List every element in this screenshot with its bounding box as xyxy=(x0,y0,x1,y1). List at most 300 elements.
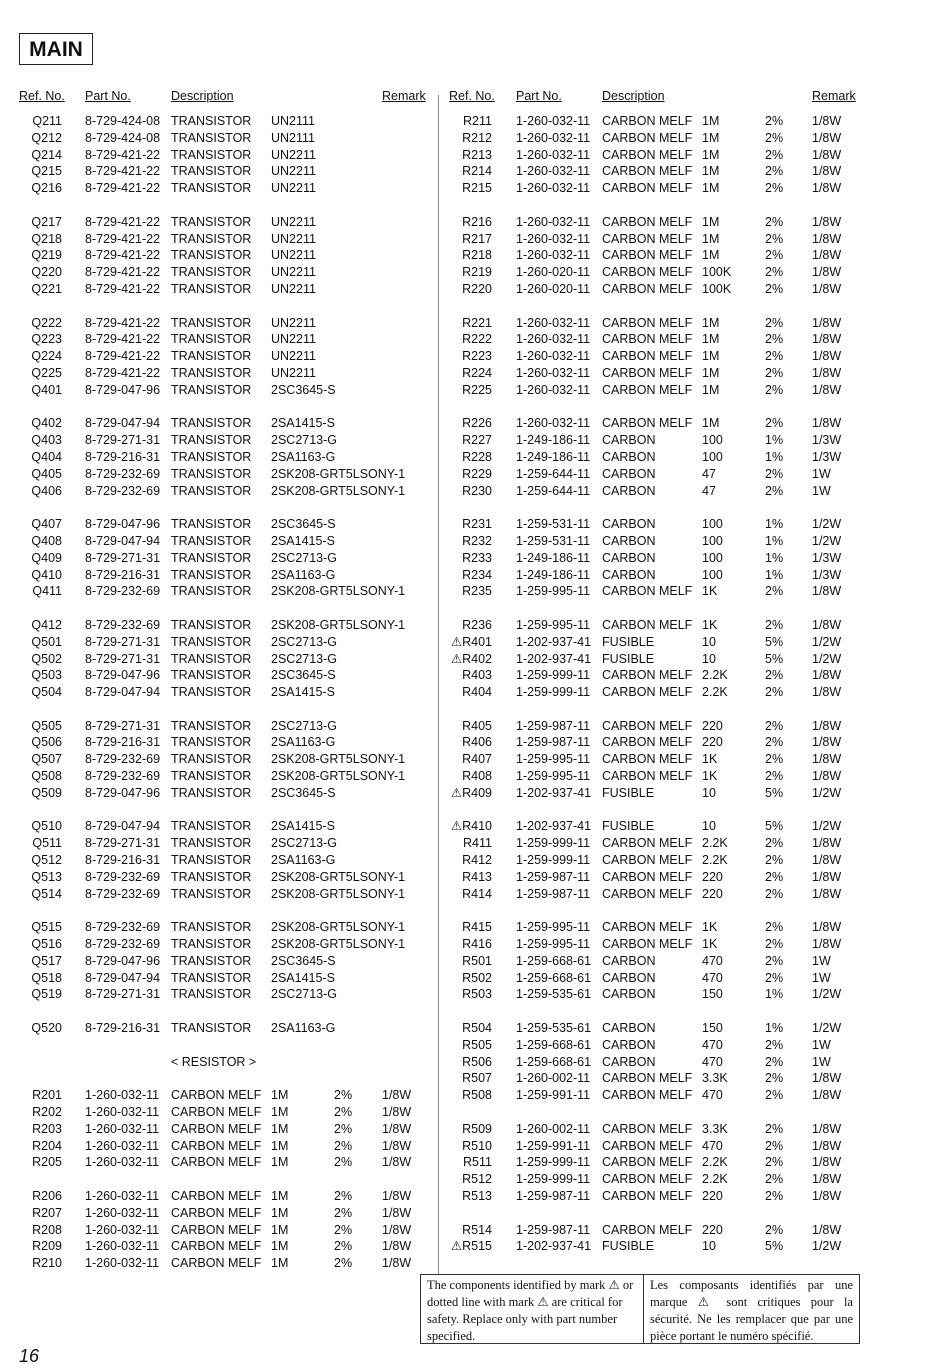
cell-part-no: 1-260-032-11 xyxy=(85,1256,160,1271)
cell-tolerance: 2% xyxy=(334,1105,353,1120)
cell-description: TRANSISTOR xyxy=(171,752,252,767)
cell-ref-no: R414 xyxy=(462,886,492,901)
cell-value: 2SA1163-G xyxy=(271,735,336,750)
cell-part-no: 8-729-421-22 xyxy=(85,147,161,162)
table-row xyxy=(0,1154,436,1171)
cell-description: CARBON MELF xyxy=(602,769,693,784)
cell-description: CARBON MELF xyxy=(602,231,693,246)
table-row xyxy=(440,1087,950,1104)
table-row xyxy=(0,281,436,298)
cell-remark: 1/8W xyxy=(382,1155,412,1170)
cell-description: TRANSISTOR xyxy=(171,265,252,280)
cell-description: CARBON MELF xyxy=(602,937,693,952)
cell-description: CARBON MELF xyxy=(171,1205,262,1220)
cell-part-no: 8-729-232-69 xyxy=(85,617,161,632)
cell-tolerance: 2% xyxy=(765,735,784,750)
cell-description: TRANSISTOR xyxy=(171,433,252,448)
cell-tolerance: 2% xyxy=(765,164,784,179)
cell-tolerance: 2% xyxy=(765,617,784,632)
cell-part-no: 1-202-937-41 xyxy=(516,819,592,834)
table-row xyxy=(440,986,950,1003)
cell-value: 1M xyxy=(271,1239,289,1254)
cell-ref-no: Q406 xyxy=(31,483,62,498)
table-row xyxy=(0,466,436,483)
cell-remark: 1/3W xyxy=(812,433,842,448)
cell-description: CARBON xyxy=(602,433,656,448)
cell-description: CARBON MELF xyxy=(602,147,693,162)
cell-description: CARBON xyxy=(602,970,656,985)
cell-tolerance: 2% xyxy=(765,416,784,431)
cell-remark: 1/2W xyxy=(812,987,842,1002)
cell-part-no: 8-729-047-96 xyxy=(85,382,161,397)
cell-part-no: 1-202-937-41 xyxy=(516,651,592,666)
parts-list-left xyxy=(0,113,436,1272)
cell-description: TRANSISTOR xyxy=(171,483,252,498)
cell-value: 2SA1163-G xyxy=(271,1021,336,1036)
table-row xyxy=(0,163,436,180)
cell-part-no: 1-202-937-41 xyxy=(516,634,592,649)
cell-tolerance: 2% xyxy=(765,1138,784,1153)
cell-tolerance: 2% xyxy=(765,483,784,498)
cell-ref-no: Q510 xyxy=(31,819,62,834)
cell-part-no: 8-729-421-22 xyxy=(85,248,161,263)
cell-value: 2SK208-GRT5LSONY-1 xyxy=(271,752,406,767)
cell-value: 2SC2713-G xyxy=(271,836,338,851)
cell-description: TRANSISTOR xyxy=(171,533,252,548)
cell-description: CARBON MELF xyxy=(171,1121,262,1136)
cell-remark: 1/8W xyxy=(812,769,842,784)
cell-ref-no: R407 xyxy=(462,752,492,767)
cell-ref-no: R511 xyxy=(463,1155,492,1170)
cell-description: CARBON MELF xyxy=(171,1256,262,1271)
cell-ref-no: R216 xyxy=(462,214,492,229)
table-row xyxy=(0,835,436,852)
cell-description: TRANSISTOR xyxy=(171,920,252,935)
table-row xyxy=(0,852,436,869)
cell-part-no: 8-729-271-31 xyxy=(85,550,161,565)
cell-remark: 1/8W xyxy=(812,920,842,935)
table-row xyxy=(440,953,950,970)
cell-description: TRANSISTOR xyxy=(171,567,252,582)
cell-description: CARBON MELF xyxy=(602,315,693,330)
header-part-no-right: Part No. xyxy=(516,89,562,103)
table-row xyxy=(440,449,950,466)
header-remark-right: Remark xyxy=(812,89,856,103)
cell-description: FUSIBLE xyxy=(602,819,655,834)
cell-part-no: 8-729-421-22 xyxy=(85,315,161,330)
table-row xyxy=(0,1238,436,1255)
cell-value: 220 xyxy=(702,869,723,884)
spacer-row xyxy=(440,902,950,919)
cell-value: 10 xyxy=(702,819,716,834)
cell-description: TRANSISTOR xyxy=(171,114,252,128)
table-row xyxy=(0,583,436,600)
table-row xyxy=(0,634,436,651)
table-row xyxy=(440,130,950,147)
cell-ref-no: R503 xyxy=(462,987,492,1002)
cell-description: TRANSISTOR xyxy=(171,685,252,700)
spacer-row xyxy=(0,1037,436,1054)
cell-part-no: 8-729-424-08 xyxy=(85,130,161,145)
cell-value: 1K xyxy=(702,937,718,952)
cell-description: CARBON xyxy=(602,567,656,582)
cell-part-no: 1-249-186-11 xyxy=(516,567,591,582)
cell-ref-no: Q411 xyxy=(32,584,62,599)
cell-remark: 1/8W xyxy=(812,181,842,196)
cell-description: CARBON MELF xyxy=(602,735,693,750)
table-row xyxy=(0,567,436,584)
cell-ref-no: R513 xyxy=(462,1189,492,1203)
cell-ref-no: Q403 xyxy=(31,433,62,448)
cell-tolerance: 2% xyxy=(765,886,784,901)
cell-ref-no: Q220 xyxy=(31,265,62,280)
table-row xyxy=(0,617,436,634)
cell-part-no: 8-729-216-31 xyxy=(85,853,161,868)
cell-remark: 1W xyxy=(812,953,831,968)
table-row xyxy=(0,449,436,466)
cell-ref-no: Q216 xyxy=(31,181,62,196)
cell-part-no: 8-729-216-31 xyxy=(85,735,161,750)
cell-value: 2SK208-GRT5LSONY-1 xyxy=(271,483,406,498)
table-row xyxy=(0,919,436,936)
table-row xyxy=(440,785,950,802)
cell-ref-no: R218 xyxy=(462,248,492,263)
cell-description: TRANSISTOR xyxy=(171,466,252,481)
cell-description: CARBON MELF xyxy=(602,416,693,431)
cell-remark: 1/8W xyxy=(812,1138,842,1153)
cell-remark: 1/8W xyxy=(812,164,842,179)
cell-value: 2SC2713-G xyxy=(271,634,338,649)
header-remark-left: Remark xyxy=(382,89,426,103)
cell-part-no: 1-259-991-11 xyxy=(516,1088,591,1103)
cell-tolerance: 5% xyxy=(765,634,784,649)
cell-part-no: 1-260-020-11 xyxy=(516,265,591,280)
cell-tolerance: 2% xyxy=(765,214,784,229)
cell-part-no: 1-259-995-11 xyxy=(516,584,591,599)
cell-value: 3.3K xyxy=(702,1071,728,1086)
cell-value: 1M xyxy=(271,1121,289,1136)
cell-value: 1M xyxy=(702,214,720,229)
cell-remark: 1/8W xyxy=(812,332,842,347)
cell-remark: 1/8W xyxy=(812,114,842,128)
cell-tolerance: 2% xyxy=(765,853,784,868)
cell-part-no: 8-729-047-94 xyxy=(85,685,161,700)
cell-description: TRANSISTOR xyxy=(171,248,252,263)
cell-remark: 1/8W xyxy=(382,1256,412,1271)
cell-ref-no: Q412 xyxy=(31,617,62,632)
cell-tolerance: 2% xyxy=(765,281,784,296)
cell-value: 470 xyxy=(702,1088,723,1103)
table-row xyxy=(0,113,436,130)
cell-part-no: 1-260-032-11 xyxy=(516,214,591,229)
cell-tolerance: 1% xyxy=(765,517,784,532)
cell-value: 2SA1415-S xyxy=(271,970,335,985)
cell-value: 2SK208-GRT5LSONY-1 xyxy=(271,937,406,952)
cell-description: TRANSISTOR xyxy=(171,886,252,901)
cell-ref-no: Q219 xyxy=(31,248,62,263)
cell-tolerance: 2% xyxy=(765,668,784,683)
cell-ref-no: R228 xyxy=(462,449,492,464)
cell-description: TRANSISTOR xyxy=(171,517,252,532)
cell-part-no: 1-260-032-11 xyxy=(85,1088,160,1103)
cell-tolerance: 2% xyxy=(334,1121,353,1136)
cell-value: 100 xyxy=(702,449,723,464)
cell-tolerance: 2% xyxy=(334,1239,353,1254)
cell-remark: 1/8W xyxy=(382,1205,412,1220)
cell-part-no: 1-202-937-41 xyxy=(516,1239,592,1254)
cell-part-no: 1-259-987-11 xyxy=(516,735,591,750)
cell-value: 1M xyxy=(271,1205,289,1220)
cell-part-no: 1-260-032-11 xyxy=(516,181,591,196)
cell-remark: 1W xyxy=(812,1037,831,1052)
cell-description: CARBON xyxy=(602,533,656,548)
cell-value: UN2211 xyxy=(271,248,316,263)
cell-value: 2SC3645-S xyxy=(271,668,336,683)
cell-remark: 1/8W xyxy=(382,1138,412,1153)
cell-value: UN2211 xyxy=(271,281,316,296)
cell-part-no: 8-729-421-22 xyxy=(85,365,161,380)
table-row xyxy=(440,466,950,483)
cell-ref-no: Q508 xyxy=(31,769,62,784)
safety-notice-english: The components identified by mark ⚠ or dotted line with mark ⚠ are critical for safety. Replace only with part number specified. xyxy=(421,1275,644,1343)
cell-ref-no: R507 xyxy=(462,1071,492,1086)
cell-tolerance: 2% xyxy=(765,953,784,968)
cell-description: CARBON MELF xyxy=(602,668,693,683)
cell-value: 100 xyxy=(702,533,723,548)
header-description-right: Description xyxy=(602,89,665,103)
cell-description: CARBON MELF xyxy=(602,1121,693,1136)
cell-tolerance: 2% xyxy=(334,1155,353,1170)
cell-tolerance: 2% xyxy=(334,1205,353,1220)
cell-description: TRANSISTOR xyxy=(171,769,252,784)
cell-part-no: 1-259-999-11 xyxy=(516,685,591,700)
cell-value: UN2211 xyxy=(271,164,316,179)
cell-value: 1M xyxy=(271,1222,289,1237)
cell-part-no: 1-259-999-11 xyxy=(516,1172,591,1187)
cell-description: TRANSISTOR xyxy=(171,668,252,683)
cell-part-no: 8-729-271-31 xyxy=(85,836,161,851)
cell-remark: 1/2W xyxy=(812,634,842,649)
cell-ref-no: R202 xyxy=(32,1105,62,1120)
cell-part-no: 1-259-987-11 xyxy=(516,718,591,733)
cell-value: 2SC3645-S xyxy=(271,785,336,800)
cell-value: UN2211 xyxy=(271,231,316,246)
spacer-row xyxy=(0,399,436,416)
cell-value: 2SA1415-S xyxy=(271,685,335,700)
section-title: MAIN xyxy=(19,33,93,65)
table-row xyxy=(0,231,436,248)
cell-part-no: 1-260-002-11 xyxy=(516,1071,591,1086)
cell-description: CARBON MELF xyxy=(602,1189,693,1203)
cell-ref-no: ⚠R401 xyxy=(450,634,492,649)
table-row xyxy=(440,1188,950,1205)
cell-remark: 1/8W xyxy=(812,735,842,750)
cell-tolerance: 2% xyxy=(765,1054,784,1069)
cell-part-no: 1-259-535-61 xyxy=(516,1021,592,1036)
spacer-row xyxy=(440,1003,950,1020)
cell-description: TRANSISTOR xyxy=(171,836,252,851)
cell-tolerance: 2% xyxy=(765,752,784,767)
cell-description: CARBON MELF xyxy=(602,920,693,935)
cell-description: TRANSISTOR xyxy=(171,332,252,347)
cell-value: UN2111 xyxy=(271,114,316,128)
cell-description: TRANSISTOR xyxy=(171,953,252,968)
cell-remark: 1/3W xyxy=(812,449,842,464)
cell-ref-no: Q520 xyxy=(31,1021,62,1036)
cell-ref-no: Q507 xyxy=(31,752,62,767)
cell-ref-no: R213 xyxy=(462,147,492,162)
spacer-row xyxy=(440,1205,950,1222)
cell-value: 1M xyxy=(702,147,720,162)
cell-ref-no: R227 xyxy=(462,433,492,448)
cell-ref-no: Q223 xyxy=(31,332,62,347)
cell-value: 10 xyxy=(702,1239,716,1254)
cell-tolerance: 2% xyxy=(765,970,784,985)
cell-ref-no: R416 xyxy=(462,937,492,952)
cell-remark: 1/2W xyxy=(812,533,842,548)
cell-remark: 1/8W xyxy=(812,886,842,901)
cell-tolerance: 2% xyxy=(765,1088,784,1103)
table-row xyxy=(440,113,950,130)
cell-part-no: 1-259-999-11 xyxy=(516,836,591,851)
cell-description: TRANSISTOR xyxy=(171,349,252,364)
cell-ref-no: Q502 xyxy=(31,651,62,666)
cell-part-no: 1-260-032-11 xyxy=(516,147,591,162)
cell-tolerance: 2% xyxy=(765,114,784,128)
cell-part-no: 8-729-232-69 xyxy=(85,920,161,935)
table-row xyxy=(0,264,436,281)
cell-ref-no: R207 xyxy=(32,1205,62,1220)
cell-part-no: 8-729-047-96 xyxy=(85,668,161,683)
cell-value: 100K xyxy=(702,265,732,280)
cell-description: CARBON MELF xyxy=(602,248,693,263)
cell-value: 1M xyxy=(702,164,720,179)
cell-part-no: 1-260-002-11 xyxy=(516,1121,591,1136)
cell-description: CARBON xyxy=(602,449,656,464)
cell-part-no: 8-729-232-69 xyxy=(85,886,161,901)
cell-part-no: 8-729-232-69 xyxy=(85,769,161,784)
cell-part-no: 1-259-995-11 xyxy=(516,937,591,952)
cell-ref-no: R221 xyxy=(462,315,492,330)
table-row xyxy=(0,415,436,432)
cell-description: CARBON xyxy=(602,1037,656,1052)
table-row xyxy=(440,718,950,735)
cell-description: CARBON MELF xyxy=(602,281,693,296)
cell-part-no: 8-729-047-94 xyxy=(85,533,161,548)
table-row xyxy=(440,567,950,584)
cell-remark: 1/8W xyxy=(812,1189,842,1203)
cell-part-no: 8-729-421-22 xyxy=(85,164,161,179)
cell-tolerance: 5% xyxy=(765,819,784,834)
cell-remark: 1/8W xyxy=(812,349,842,364)
cell-part-no: 8-729-271-31 xyxy=(85,634,161,649)
cell-part-no: 8-729-271-31 xyxy=(85,651,161,666)
table-row xyxy=(440,869,950,886)
cell-ref-no: R505 xyxy=(462,1037,492,1052)
cell-ref-no: Q409 xyxy=(31,550,62,565)
cell-value: 470 xyxy=(702,1054,723,1069)
cell-part-no: 8-729-047-96 xyxy=(85,785,161,800)
spacer-row xyxy=(440,399,950,416)
cell-tolerance: 1% xyxy=(765,433,784,448)
cell-description: CARBON xyxy=(602,987,656,1002)
table-row xyxy=(0,1104,436,1121)
cell-value: 2SC2713-G xyxy=(271,651,338,666)
cell-ref-no: R234 xyxy=(462,567,492,582)
cell-ref-no: Q407 xyxy=(31,517,62,532)
cell-ref-no: ⚠R409 xyxy=(450,785,492,800)
cell-description: TRANSISTOR xyxy=(171,718,252,733)
table-row xyxy=(440,1222,950,1239)
cell-part-no: 1-249-186-11 xyxy=(516,550,591,565)
cell-description: TRANSISTOR xyxy=(171,634,252,649)
table-row xyxy=(0,533,436,550)
cell-tolerance: 2% xyxy=(334,1222,353,1237)
cell-ref-no: ⚠R410 xyxy=(450,819,492,834)
cell-value: 1M xyxy=(271,1105,289,1120)
cell-value: UN2211 xyxy=(271,349,316,364)
cell-ref-no: Q509 xyxy=(31,785,62,800)
cell-part-no: 8-729-232-69 xyxy=(85,483,161,498)
table-row xyxy=(0,365,436,382)
cell-description: CARBON MELF xyxy=(602,332,693,347)
table-row xyxy=(440,1121,950,1138)
cell-value: 2SK208-GRT5LSONY-1 xyxy=(271,869,406,884)
cell-remark: 1/8W xyxy=(812,1071,842,1086)
cell-part-no: 1-259-644-11 xyxy=(516,483,591,498)
table-row xyxy=(440,264,950,281)
spacer-row xyxy=(0,298,436,315)
cell-part-no: 1-259-987-11 xyxy=(516,869,591,884)
cell-description: CARBON xyxy=(602,550,656,565)
cell-ref-no: Q225 xyxy=(31,365,62,380)
cell-description: TRANSISTOR xyxy=(171,853,252,868)
cell-description: TRANSISTOR xyxy=(171,970,252,985)
cell-ref-no: R413 xyxy=(462,869,492,884)
cell-description: CARBON MELF xyxy=(602,584,693,599)
cell-ref-no: R514 xyxy=(462,1222,492,1237)
cell-ref-no: Q516 xyxy=(31,937,62,952)
cell-part-no: 1-260-032-11 xyxy=(85,1138,160,1153)
cell-ref-no: Q506 xyxy=(31,735,62,750)
cell-remark: 1/8W xyxy=(812,752,842,767)
cell-ref-no: Q515 xyxy=(31,920,62,935)
cell-part-no: 1-249-186-11 xyxy=(516,449,591,464)
table-row xyxy=(0,1255,436,1272)
cell-value: 1M xyxy=(702,130,720,145)
table-row xyxy=(440,634,950,651)
cell-value: 1M xyxy=(702,365,720,380)
table-row xyxy=(440,734,950,751)
table-row xyxy=(440,247,950,264)
cell-part-no: 1-260-032-11 xyxy=(85,1239,160,1254)
cell-part-no: 1-260-032-11 xyxy=(516,349,591,364)
cell-part-no: 1-259-991-11 xyxy=(516,1138,591,1153)
cell-tolerance: 2% xyxy=(765,836,784,851)
cell-ref-no: Q505 xyxy=(31,718,62,733)
table-row xyxy=(440,415,950,432)
cell-ref-no: Q513 xyxy=(31,869,62,884)
cell-ref-no: R236 xyxy=(462,617,492,632)
cell-description: TRANSISTOR xyxy=(171,987,252,1002)
cell-ref-no: R224 xyxy=(462,365,492,380)
cell-ref-no: R502 xyxy=(462,970,492,985)
cell-tolerance: 2% xyxy=(765,1222,784,1237)
cell-ref-no: Q218 xyxy=(31,231,62,246)
cell-value: 1M xyxy=(271,1189,289,1203)
table-row xyxy=(440,516,950,533)
cell-tolerance: 2% xyxy=(765,1071,784,1086)
